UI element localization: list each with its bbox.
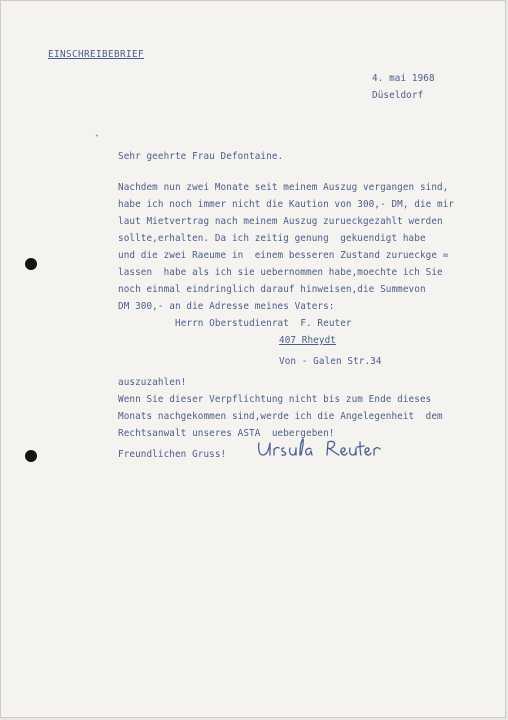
- closing-line: auszuzahlen!: [118, 377, 187, 388]
- closing-line: Rechtsanwalt unseres ASTA uebergeben!: [118, 428, 335, 439]
- address-line-city: 407 Rheydt: [279, 335, 336, 346]
- body-line: sollte,erhalten. Da ich zeitig genung gekuendigt habe: [118, 233, 426, 244]
- body-line: DM 300,- an die Adresse meines Vaters:: [118, 301, 335, 312]
- address-line-street: Von - Galen Str.34: [279, 356, 382, 367]
- letter-header: EINSCHREIBEBRIEF: [48, 49, 144, 60]
- closing-line: Wenn Sie dieser Verpflichtung nicht bis zum Ende dieses: [118, 394, 432, 405]
- letter-date: 4. mai 1968: [372, 73, 435, 84]
- handwritten-signature: [253, 433, 383, 470]
- letter-place: Düseldorf: [372, 90, 424, 101]
- body-line: Nachdem nun zwei Monate seit meinem Auszug vergangen sind,: [118, 182, 449, 193]
- body-line: laut Mietvertrag nach meinem Auszug zurueckgezahlt werden: [118, 216, 443, 227]
- address-line-name: Herrn Oberstudienrat F. Reuter: [175, 318, 352, 329]
- salutation: Sehr geehrte Frau Defontaine.: [118, 151, 284, 162]
- punch-hole-bottom: [25, 450, 37, 462]
- pencil-tick-mark: ˅: [95, 134, 99, 143]
- body-line: und die zwei Raeume in einem besseren Zustand zurueckge =: [118, 250, 449, 261]
- body-line: noch einmal eindringlich darauf hinweisen,die Summevon: [118, 284, 426, 295]
- greeting: Freundlichen Gruss!: [118, 449, 227, 460]
- body-line: habe ich noch immer nicht die Kaution von 300,- DM, die mir: [118, 199, 455, 210]
- closing-line: Monats nachgekommen sind,werde ich die Angelegenheit dem: [118, 411, 443, 422]
- punch-hole-top: [25, 258, 37, 270]
- body-line: lassen habe als ich sie uebernommen habe,moechte ich Sie: [118, 267, 443, 278]
